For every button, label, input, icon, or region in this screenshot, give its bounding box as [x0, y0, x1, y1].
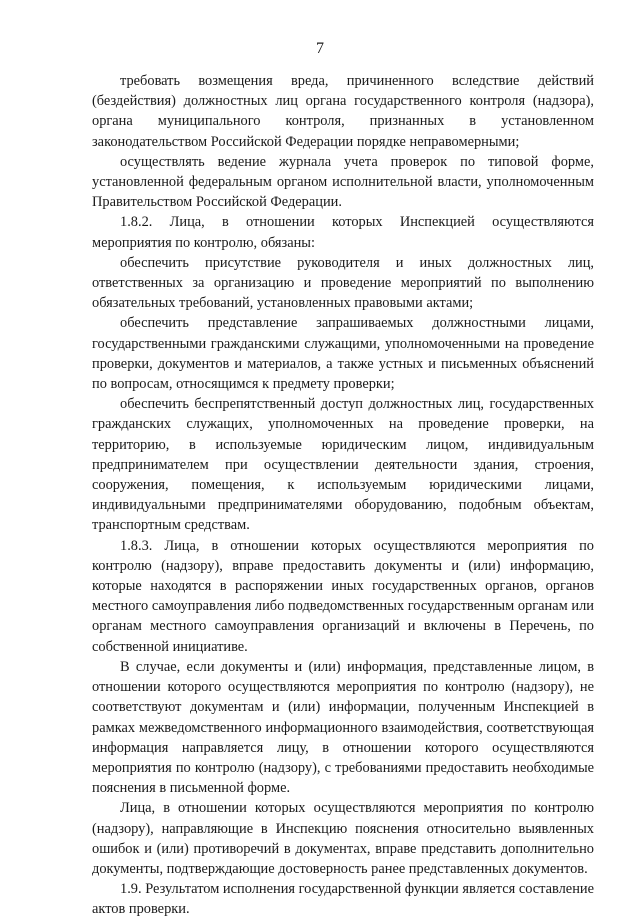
paragraph-right-compensation: требовать возмещения вреда, причиненного вследствие действий (бездействия) должностных лиц органа государственного контроля (надзора), органа муниципального контроля, признанных в установленном законодательством Российской Федерации порядке неправомерными;	[92, 73, 594, 150]
page-number: 7	[316, 40, 324, 57]
paragraph-mismatch: В случае, если документы и (или) информация, представленные лицом, в отношении которого осуществляются мероприятия по контролю (надзору), не соответствуют документам и (или) информации, полученным Инспекцией в рамках межведомственного информационного взаимодействия, соответствующая информация направляется лицу, в отношении которого осуществляются мероприятия по контролю (надзору), с требованиями предоставить необходимые пояснения в письменной форме.	[92, 658, 594, 797]
paragraph-duty-documents: обеспечить представление запрашиваемых должностными лицами, государственными гражданскими служащими, уполномоченными на проведение проверки, документов и материалов, а также устных и письменных объяснений по вопросам, относящимся к предмету проверки;	[92, 315, 594, 393]
paragraph-explanations: Лица, в отношении которых осуществляются мероприятия по контролю (надзору), направляющие в Инспекцию пояснения относительно выявленных ошибок и (или) противоречий в документах, вправе представить дополнительно документы, подтверждающие достоверность ранее представленных документов.	[92, 800, 594, 877]
paragraph-right-journal: осуществлять ведение журнала учета проверок по типовой форме, установленной федеральным органом исполнительной власти, уполномоченным Правительством Российской Федерации.	[92, 153, 594, 211]
paragraph-section-1-8-3: 1.8.3. Лица, в отношении которых осуществляются мероприятия по контролю (надзору), вправе предоставить документы и (или) информацию, которые находятся в распоряжении иных государственных органов, органов местного самоуправления либо подведомственных государственным органам или органам местного самоуправления организаций и включены в Перечень, по собственной инициативе.	[92, 537, 594, 655]
paragraph-section-1-9: 1.9. Результатом исполнения государственной функции является составление актов проверки.	[92, 881, 594, 918]
paragraph-section-1-8-2: 1.8.2. Лица, в отношении которых Инспекцией осуществляются мероприятия по контролю, обязаны:	[92, 214, 594, 251]
document-body	[92, 71, 594, 920]
paragraph-duty-access: обеспечить беспрепятственный доступ должностных лиц, государственных гражданских служащих, уполномоченных на проведение проверки, на территорию, в используемые юридическим лицом, индивидуальным предпринимателем при осуществлении деятельности здания, строения, сооружения, помещения, к используемым юридическими лицами, индивидуальными предпринимателями оборудованию, подобным объектам, транспортным средствам.	[92, 396, 594, 534]
paragraph-duty-presence: обеспечить присутствие руководителя и иных должностных лиц, ответственных за организацию и проведение мероприятий по выполнению обязательных требований, установленных правовыми актами;	[92, 254, 594, 312]
